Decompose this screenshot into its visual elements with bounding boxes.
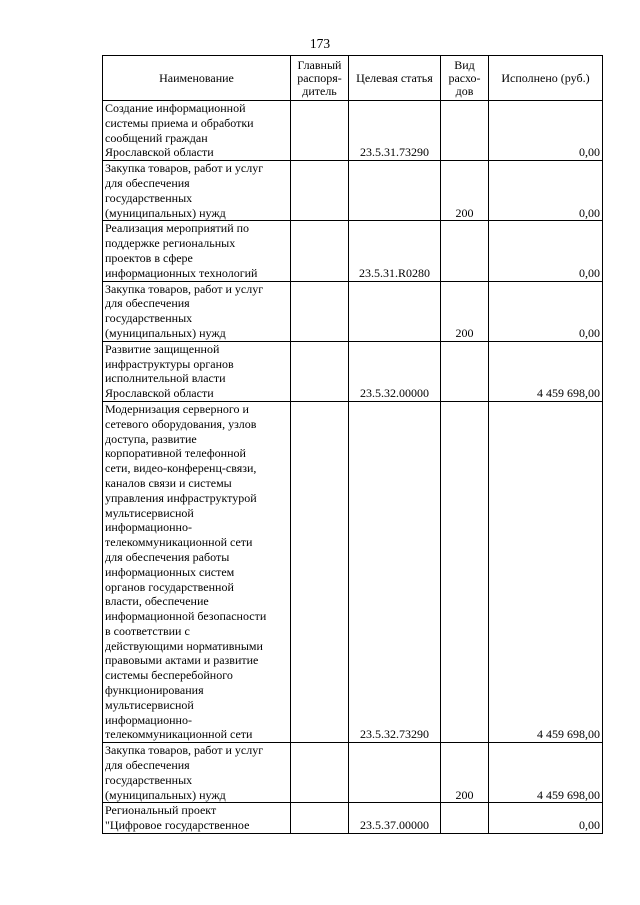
- table-row: [103, 803, 603, 834]
- header-target-article: Целевая статья: [349, 56, 441, 101]
- table-row: [103, 401, 603, 742]
- table-row: [103, 281, 603, 341]
- row-name: Закупка товаров, работ и услуг для обеспечения государственных (муниципальных) нужд: [103, 281, 291, 341]
- row-name: Создание информационной системы приема и обработки сообщений граждан Ярославской области: [103, 101, 291, 161]
- row-expense-type: [441, 221, 489, 281]
- table-header-row: [103, 56, 603, 101]
- table-row: [103, 743, 603, 803]
- row-expense-type: 200: [441, 743, 489, 803]
- page-number: 173: [309, 36, 331, 51]
- row-main-manager: [291, 101, 349, 161]
- row-target-article: 23.5.32.73290: [349, 401, 441, 742]
- row-expense-type: 200: [441, 281, 489, 341]
- row-main-manager: [291, 401, 349, 742]
- row-main-manager: [291, 803, 349, 834]
- table-row: [103, 221, 603, 281]
- row-target-article: 23.5.37.00000: [349, 803, 441, 834]
- row-name: Региональный проект "Цифровое государственное: [103, 803, 291, 834]
- row-name: Закупка товаров, работ и услуг для обеспечения государственных (муниципальных) нужд: [103, 743, 291, 803]
- row-main-manager: [291, 743, 349, 803]
- row-main-manager: [291, 221, 349, 281]
- row-name: Развитие защищенной инфраструктуры органов исполнительной власти Ярославской области: [103, 341, 291, 401]
- row-target-article: 23.5.32.00000: [349, 341, 441, 401]
- header-main-manager: Главный распоря-дитель: [291, 56, 349, 101]
- table-row: [103, 341, 603, 401]
- row-executed: 0,00: [489, 221, 603, 281]
- budget-table: [102, 55, 603, 834]
- row-executed: 0,00: [489, 803, 603, 834]
- row-main-manager: [291, 161, 349, 221]
- table-row: [103, 161, 603, 221]
- row-name: Модернизация серверного и сетевого оборудования, узлов доступа, развитие корпоративной телефонной сети, видео-конференц-связи, каналов связи и системы управления инфраструктурой мультисервисной информационно- телекоммуникационной сети для обеспечения работы информационных систем органов государственной власти, обеспечение информационной безопасности в соответствии с действующими нормативными правовыми актами и развитие системы бесперебойного функционирования мультисервисной информационно- телекоммуникационной сети: [103, 401, 291, 742]
- header-executed: Исполнено (руб.): [489, 56, 603, 101]
- header-expense-type: Вид расхо-дов: [441, 56, 489, 101]
- row-executed: 0,00: [489, 101, 603, 161]
- row-expense-type: [441, 341, 489, 401]
- row-expense-type: [441, 401, 489, 742]
- row-target-article: 23.5.31.73290: [349, 101, 441, 161]
- row-target-article: [349, 743, 441, 803]
- row-executed: 4 459 698,00: [489, 743, 603, 803]
- row-target-article: 23.5.31.R0280: [349, 221, 441, 281]
- row-name: Реализация мероприятий по поддержке региональных проектов в сфере информационных технологий: [103, 221, 291, 281]
- row-executed: 0,00: [489, 161, 603, 221]
- row-name: Закупка товаров, работ и услуг для обеспечения государственных (муниципальных) нужд: [103, 161, 291, 221]
- row-executed: 4 459 698,00: [489, 341, 603, 401]
- row-executed: 4 459 698,00: [489, 401, 603, 742]
- table-row: [103, 101, 603, 161]
- row-target-article: [349, 281, 441, 341]
- row-expense-type: [441, 101, 489, 161]
- row-expense-type: 200: [441, 161, 489, 221]
- row-main-manager: [291, 341, 349, 401]
- header-name: Наименование: [103, 56, 291, 101]
- row-executed: 0,00: [489, 281, 603, 341]
- row-main-manager: [291, 281, 349, 341]
- row-expense-type: [441, 803, 489, 834]
- row-target-article: [349, 161, 441, 221]
